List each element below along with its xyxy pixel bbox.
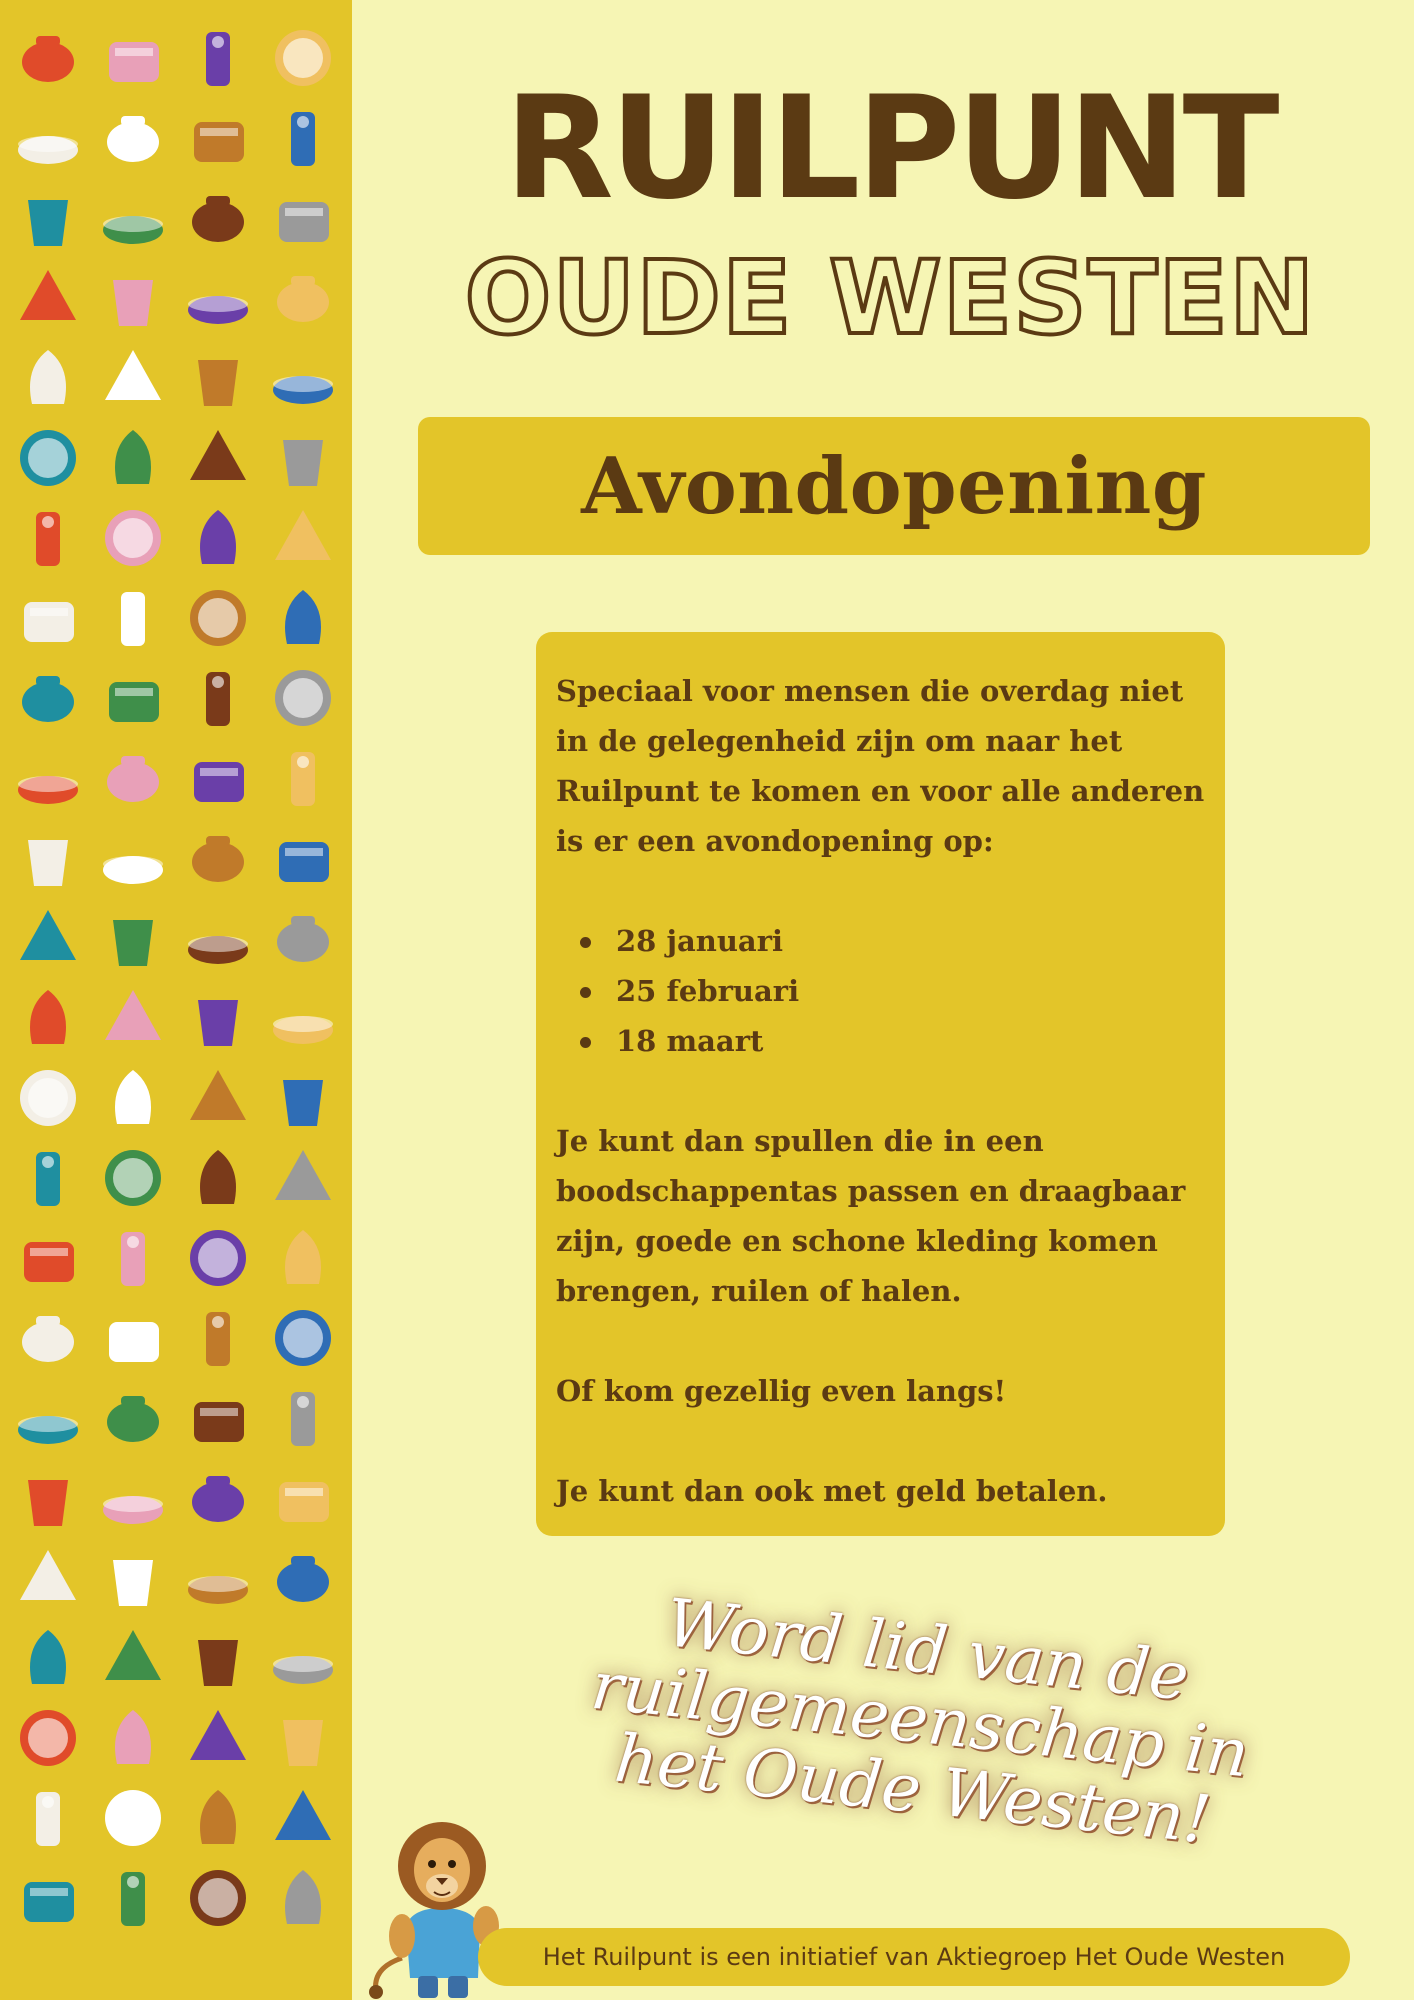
container-icon <box>6 818 91 898</box>
porcelain-vase-icon <box>176 98 261 178</box>
cushion-icon <box>176 738 261 818</box>
heart-pillow-icon <box>261 658 346 738</box>
teapot-floral-icon <box>176 578 261 658</box>
kettle-icon <box>176 18 261 98</box>
colander-icon <box>261 338 346 418</box>
jug-icon <box>261 418 346 498</box>
sweater-icon <box>261 1138 346 1218</box>
soccer-ball-icon <box>6 1618 91 1698</box>
teapot-icon <box>261 18 346 98</box>
desk-lamp-icon <box>176 658 261 738</box>
teapot-floral-icon <box>176 1538 261 1618</box>
info-card <box>536 632 1225 1536</box>
lamp-icon <box>6 1058 91 1138</box>
bowl-icon <box>91 418 176 498</box>
plant-icon <box>176 258 261 338</box>
necklace-icon <box>261 1058 346 1138</box>
frying-pan-icon <box>91 1538 176 1618</box>
mixer-icon <box>6 978 91 1058</box>
cutting-board-icon <box>6 1538 91 1618</box>
fan-icon <box>91 1298 176 1378</box>
spacer <box>556 1316 1205 1366</box>
page-title: RUILPUNT <box>504 66 1276 231</box>
gnome-icon <box>261 1778 346 1858</box>
pot-icon <box>6 1138 91 1218</box>
mirror-icon <box>176 818 261 898</box>
date-item: 28 januari <box>576 916 1205 966</box>
stool-icon <box>91 658 176 738</box>
intro-text: Speciaal voor mensen die overdag niet in de gelegenheid zijn om naar het Ruilpunt te komen en voor alle anderen is er een avondopening op: <box>556 674 1205 858</box>
elephant-icon <box>6 418 91 498</box>
buddha-icon <box>261 1698 346 1778</box>
kettle-icon <box>176 978 261 1058</box>
vase-icon <box>91 98 176 178</box>
spacer <box>556 1416 1205 1466</box>
pendant-icon <box>261 898 346 978</box>
vase-pattern-icon <box>6 498 91 578</box>
details-text: Je kunt dan spullen die in een boodschappentas passen en draagbaar zijn, goede en schone kleding komen brengen, ruilen of halen. <box>556 1124 1186 1308</box>
strip-icon-grid <box>6 18 346 1938</box>
soccer-ball-icon <box>6 658 91 738</box>
page-subtitle: OUDE WESTEN <box>464 239 1316 358</box>
dates-list <box>556 916 1205 1066</box>
spoons-icon <box>261 1218 346 1298</box>
teapot-dots-icon <box>6 1218 91 1298</box>
clock-icon <box>91 818 176 898</box>
plate-icon <box>176 498 261 578</box>
abacus-icon <box>91 1138 176 1218</box>
spoons-icon <box>261 258 346 338</box>
spacer <box>556 1066 1205 1116</box>
toaster-icon <box>6 338 91 418</box>
vase-icon <box>91 1058 176 1138</box>
blender-icon <box>176 1138 261 1218</box>
footer-bar <box>478 1928 1350 1986</box>
gnome-icon <box>261 818 346 898</box>
invite-text: Of kom gezellig even langs! <box>556 1374 1007 1408</box>
pendant-icon <box>261 1858 346 1938</box>
colander-icon <box>261 1298 346 1378</box>
avondopening-banner <box>418 417 1370 555</box>
frying-pan-icon <box>91 578 176 658</box>
puzzle-icon <box>91 1858 176 1938</box>
blender-icon <box>176 178 261 258</box>
necklace-icon <box>261 98 346 178</box>
porcelain-vase-icon <box>176 1058 261 1138</box>
spacer <box>556 866 1205 916</box>
toy-train-icon <box>176 418 261 498</box>
teacup-icon <box>91 738 176 818</box>
desk-lamp-icon <box>176 1618 261 1698</box>
teddy-bear-icon <box>261 1458 346 1538</box>
sweater-icon <box>261 178 346 258</box>
cutting-board-icon <box>6 578 91 658</box>
mixer-icon <box>6 18 91 98</box>
bowl-icon <box>91 1378 176 1458</box>
plate-icon <box>176 1458 261 1538</box>
utensils-icon <box>176 338 261 418</box>
robot-icon <box>91 498 176 578</box>
plant-icon <box>176 1218 261 1298</box>
radio-icon <box>6 738 91 818</box>
wine-glasses-icon <box>91 978 176 1058</box>
gravy-boat-icon <box>176 1858 261 1938</box>
cup-icon <box>261 1538 346 1618</box>
lamp-icon <box>6 98 91 178</box>
gravy-boat-icon <box>176 898 261 978</box>
stool-icon <box>91 1618 176 1698</box>
alarm-clock-icon <box>91 258 176 338</box>
clock-icon <box>91 1778 176 1858</box>
cushion-icon <box>176 1698 261 1778</box>
pot-icon <box>6 178 91 258</box>
lemon-tray-icon <box>6 1858 91 1938</box>
mirror-icon <box>176 1778 261 1858</box>
toy-train-icon <box>176 1378 261 1458</box>
container-icon <box>6 1778 91 1858</box>
teacup-icon <box>91 1698 176 1778</box>
vase-pattern-icon <box>6 1458 91 1538</box>
radio-icon <box>6 1698 91 1778</box>
teapot-dots-icon <box>6 258 91 338</box>
slogan-text: Word lid van de ruilgemeenschap in het Oude Westen! <box>587 1584 1253 1859</box>
toaster-icon <box>6 1298 91 1378</box>
banner-label: Avondopening <box>581 440 1207 532</box>
lemon-tray-icon <box>6 898 91 978</box>
jug-icon <box>261 1378 346 1458</box>
abacus-icon <box>91 178 176 258</box>
date-item: 25 februari <box>576 966 1205 1016</box>
buddha-icon <box>261 738 346 818</box>
alarm-clock-icon <box>91 1218 176 1298</box>
wine-glasses-icon <box>91 18 176 98</box>
cup-icon <box>261 578 346 658</box>
teddy-bear-icon <box>261 498 346 578</box>
utensils-icon <box>176 1298 261 1378</box>
heart-pillow-icon <box>261 1618 346 1698</box>
footer-text: Het Ruilpunt is een initiatief van Aktiegroep Het Oude Westen <box>542 1943 1286 1971</box>
teapot-icon <box>261 978 346 1058</box>
robot-icon <box>91 1458 176 1538</box>
decorative-strip <box>0 0 352 2000</box>
fan-icon <box>91 338 176 418</box>
elephant-icon <box>6 1378 91 1458</box>
puzzle-icon <box>91 898 176 978</box>
payment-text: Je kunt dan ook met geld betalen. <box>556 1474 1108 1508</box>
date-item: 18 maart <box>576 1016 1205 1066</box>
